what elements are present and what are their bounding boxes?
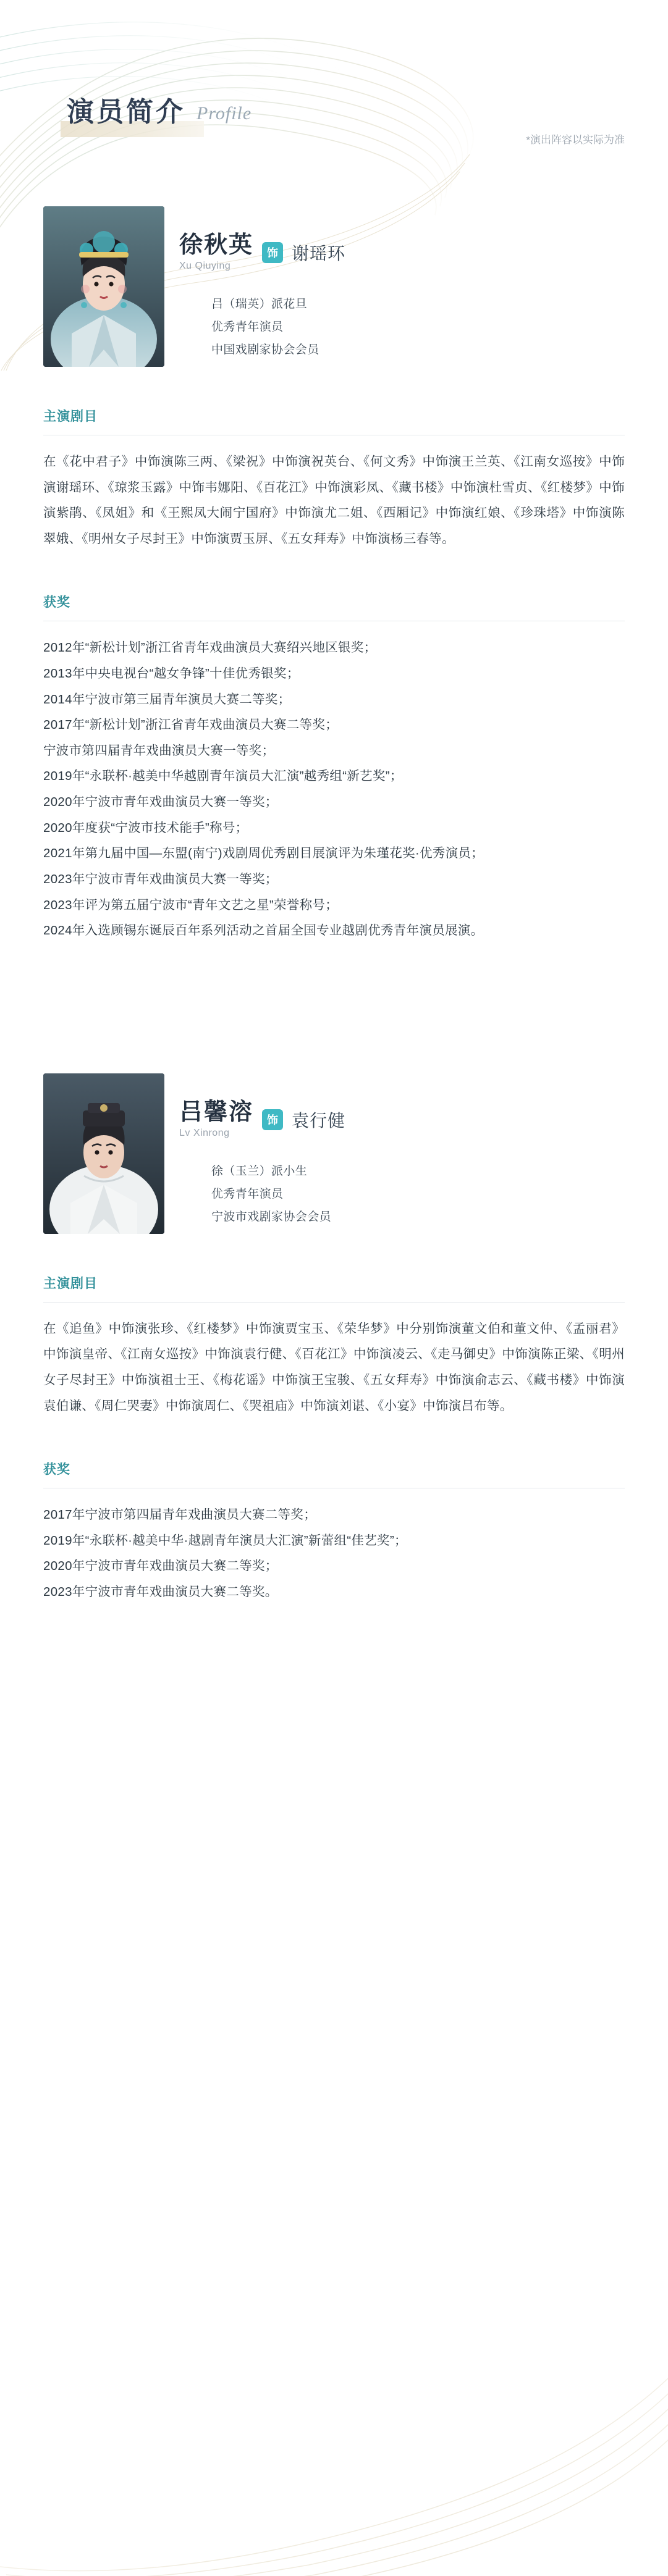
award-line: 2012年“新松计划”浙江省青年戏曲演员大赛绍兴地区银奖； — [43, 640, 377, 655]
award-line: 2019年“永联杯·越美中华越剧青年演员大汇演”越秀组“新艺奖”； — [43, 769, 403, 784]
awards-section — [43, 592, 625, 943]
performer-credits — [211, 293, 345, 361]
performer-name-pinyin: Xu Qiuying — [179, 260, 231, 271]
performer-card — [0, 206, 668, 944]
performer-name: 徐秋英 — [179, 232, 254, 258]
performer-portrait — [43, 206, 164, 367]
award-line: 2023年宁波市青年戏曲演员大赛二等奖。 — [43, 1585, 278, 1600]
performer-credits — [211, 1160, 345, 1228]
page-header — [0, 0, 668, 146]
page-title: 演员简介 — [67, 97, 185, 127]
award-line: 2023年评为第五届宁波市“青年文艺之星”荣誉称号； — [43, 897, 339, 912]
award-line: 2014年宁波市第三届青年演员大赛二等奖； — [43, 692, 291, 707]
performer-role-name: 袁行健 — [292, 1110, 346, 1130]
award-line: 2020年度获“宁波市技术能手”称号； — [43, 820, 248, 835]
performer-header — [43, 206, 625, 367]
award-line: 2017年“新松计划”浙江省青年戏曲演员大赛二等奖； — [43, 718, 339, 732]
repertoire-text: 在《花中君子》中饰演陈三两、《梁祝》中饰演祝英台、《何文秀》中饰演王兰英、《江南女巡按》中饰演谢瑶环、《琼浆玉露》中饰韦娜阳、《百花江》中饰演彩凤、《藏书楼》中饰演杜雪贞、《红楼梦》中饰演紫鹃、《凤姐》和《王熙凤大闹宁国府》中饰演尤二姐、《西厢记》中饰演红娘、《珍珠塔》中饰演陈翠娥、《明州女子尽封王》中饰演贾玉屏、《五女拜寿》中饰演杨三春等。 — [43, 455, 625, 546]
repertoire-section — [43, 406, 625, 552]
award-line: 2021年第九届中国—东盟(南宁)戏剧周优秀剧目展演评为朱瑾花奖·优秀演员； — [43, 846, 484, 861]
performer-name-row — [179, 1101, 345, 1139]
page-title-en: Profile — [197, 103, 252, 124]
decorative-swirl-bottom — [0, 2255, 668, 2576]
performer-meta — [179, 206, 345, 361]
award-line: 2017年宁波市第四届青年戏曲演员大赛二等奖； — [43, 1508, 317, 1522]
performer-header — [43, 1073, 625, 1234]
performer-card — [0, 1073, 668, 1605]
repertoire-section — [43, 1273, 625, 1419]
credit-line: 徐（玉兰）派小生 — [211, 1164, 308, 1178]
role-tag-icon: 饰 — [262, 242, 283, 263]
repertoire-text: 在《追鱼》中饰演张珍、《红楼梦》中饰演贾宝玉、《荣华梦》中分别饰演董文伯和董文仲、《孟丽君》中饰演皇帝、《江南女巡按》中饰演袁行健、《百花江》中饰演凌云、《走马御史》中饰演陈正梁、《明州女子尽封王》中饰演祖士王、《梅花谣》中饰演王宝骏、《五女拜寿》中饰演俞志云、《藏书楼》中饰演袁伯谦、《周仁哭妻》中饰演周仁、《哭祖庙》中饰演刘谌、《小宴》中饰演吕布等。 — [43, 1321, 625, 1413]
portrait-image-xu-qiuying — [43, 206, 164, 367]
credit-line: 吕（瑞英）派花旦 — [211, 297, 308, 311]
performer-name: 吕馨溶 — [179, 1099, 254, 1125]
performer-name-pinyin: Lv Xinrong — [179, 1127, 230, 1138]
credit-line: 优秀青年演员 — [211, 1187, 284, 1201]
credit-line: 宁波市戏剧家协会会员 — [211, 1210, 332, 1223]
portrait-image-lv-xinrong — [43, 1073, 164, 1234]
award-line: 2013年中央电视台“越女争锋”十佳优秀银奖； — [43, 666, 300, 681]
award-line: 2024年入选顾锡东诞辰百年系列活动之首届全国专业越剧优秀青年演员展演。 — [43, 923, 484, 938]
awards-section — [43, 1459, 625, 1605]
performer-name-row — [179, 233, 345, 272]
role-tag-icon: 饰 — [262, 1109, 283, 1130]
credit-line: 中国戏剧家协会会员 — [211, 343, 319, 356]
section-title-repertoire: 主演剧目 — [43, 1276, 98, 1291]
performer-meta — [179, 1073, 345, 1228]
performer-portrait — [43, 1073, 164, 1234]
award-line: 2020年宁波市青年戏曲演员大赛二等奖； — [43, 1559, 278, 1574]
credit-line: 优秀青年演员 — [211, 320, 284, 334]
header-note: *演出阵容以实际为准 — [526, 134, 625, 146]
award-line: 2020年宁波市青年戏曲演员大赛一等奖； — [43, 795, 278, 810]
section-title-awards: 获奖 — [43, 1462, 70, 1477]
section-divider — [43, 1302, 625, 1303]
award-line: 宁波市第四届青年戏曲演员大赛一等奖； — [43, 743, 275, 758]
award-line: 2019年“永联杯·越美中华·越剧青年演员大汇演”新蕾组“佳艺奖”； — [43, 1533, 407, 1548]
section-title-awards: 获奖 — [43, 595, 70, 610]
section-title-repertoire: 主演剧目 — [43, 409, 98, 424]
performer-role-name: 谢瑶环 — [292, 243, 346, 263]
award-line: 2023年宁波市青年戏曲演员大赛一等奖； — [43, 871, 278, 886]
